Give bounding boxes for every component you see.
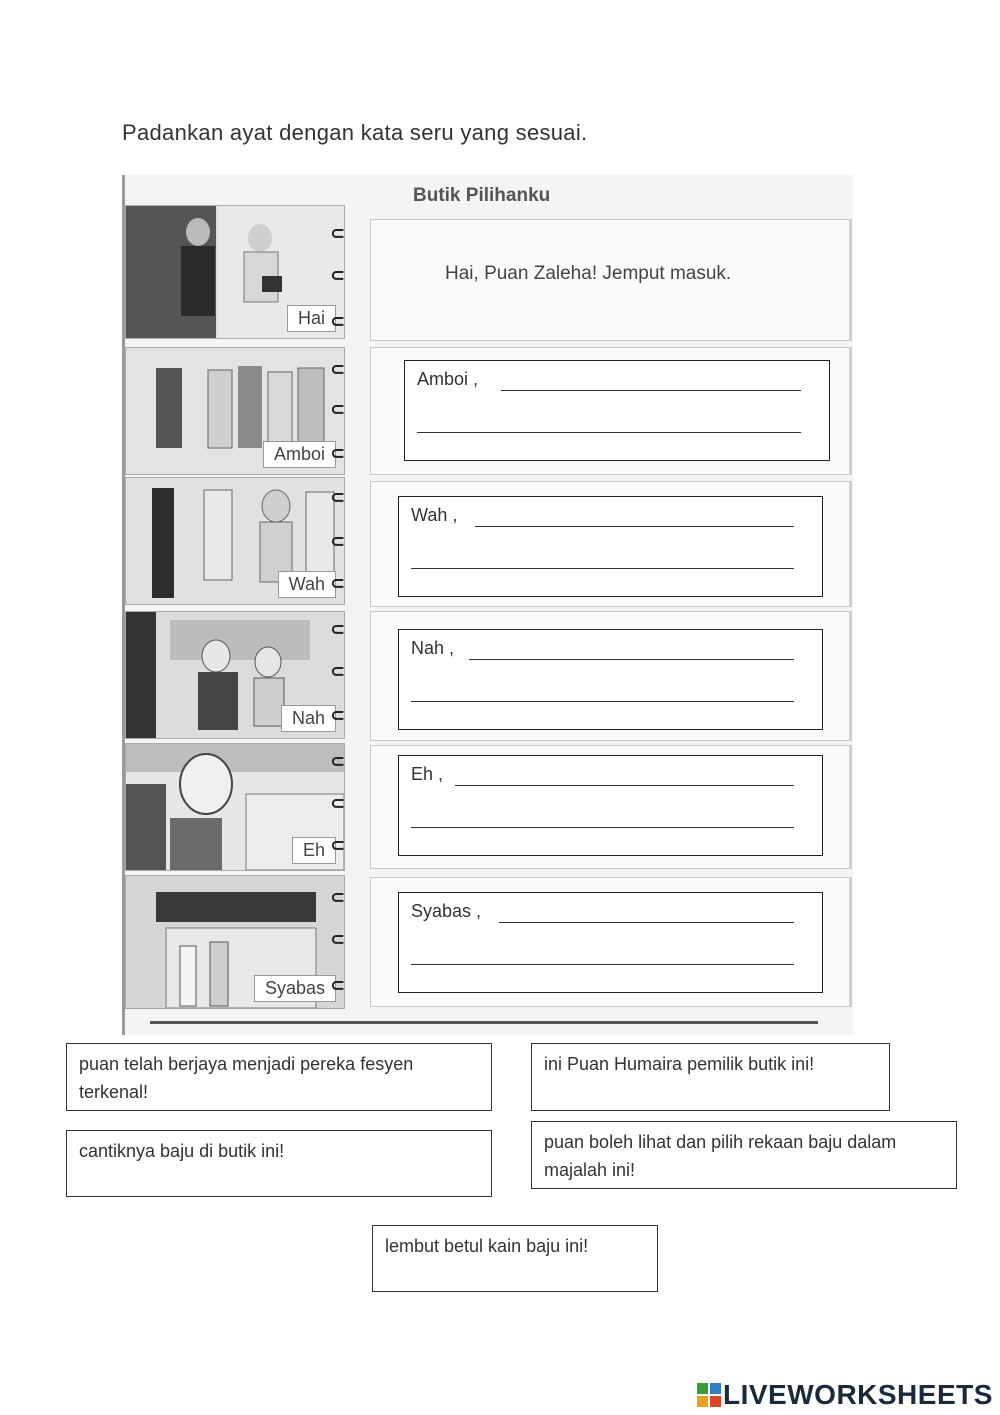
answer-line <box>411 827 794 828</box>
option-card[interactable]: ini Puan Humaira pemilik butik ini! <box>531 1043 890 1111</box>
answer-box-wah[interactable] <box>398 496 823 597</box>
liveworksheets-logo <box>697 1375 993 1415</box>
instruction-text: Padankan ayat dengan kata seru yang sesuai. <box>122 120 588 145</box>
strip-eh <box>125 743 345 871</box>
book-title: Butik Pilihanku <box>413 185 551 206</box>
answer-line <box>501 390 801 391</box>
page-edge <box>150 1021 818 1024</box>
answer-box-amboi[interactable] <box>404 360 830 461</box>
answer-line <box>475 526 794 527</box>
binder-rings: ⊂ ⊂ ⊂ ⊂ ⊂ ⊂ ⊂ ⊂ ⊂ ⊂ ⊂ ⊂ ⊂ ⊂ ⊂ ⊂ ⊂ ⊂ <box>330 223 346 995</box>
option-card[interactable]: puan boleh lihat dan pilih rekaan baju dalam majalah ini! <box>531 1121 957 1189</box>
answer-prefix: Syabas , <box>411 901 482 921</box>
strip-label: Hai <box>287 305 336 332</box>
answer-box-eh[interactable] <box>398 755 823 856</box>
answer-prefix: Amboi , <box>417 369 479 389</box>
brand-name: LIVEWORKSHEETS <box>723 1379 993 1410</box>
option-card[interactable]: cantiknya baju di butik ini! <box>66 1130 492 1197</box>
strip-label: Eh <box>292 837 336 864</box>
logo-icon <box>697 1383 721 1407</box>
answer-line <box>417 432 801 433</box>
answer-line <box>455 785 794 786</box>
answer-prefix: Wah , <box>411 505 458 525</box>
answer-line <box>411 568 794 569</box>
option-card[interactable]: lembut betul kain baju ini! <box>372 1225 658 1292</box>
answer-prefix: Eh , <box>411 764 444 784</box>
strip-hai <box>125 205 345 339</box>
strip-syabas <box>125 875 345 1009</box>
strip-label: Wah <box>278 571 336 598</box>
example-sentence: Hai, Puan Zaleha! Jemput masuk. <box>445 263 732 284</box>
strip-label: Amboi <box>263 441 336 468</box>
strip-amboi <box>125 347 345 475</box>
answer-line <box>411 701 794 702</box>
strip-label: Nah <box>281 705 336 732</box>
answer-box-syabas[interactable] <box>398 892 823 993</box>
answer-line <box>469 659 794 660</box>
answer-prefix: Nah , <box>411 638 455 658</box>
strip-wah <box>125 477 345 605</box>
strip-label: Syabas <box>254 975 336 1002</box>
answer-box-nah[interactable] <box>398 629 823 730</box>
answer-line <box>499 922 794 923</box>
option-card[interactable]: puan telah berjaya menjadi pereka fesyen terkenal! <box>66 1043 492 1111</box>
answer-line <box>411 964 794 965</box>
strip-nah <box>125 611 345 739</box>
